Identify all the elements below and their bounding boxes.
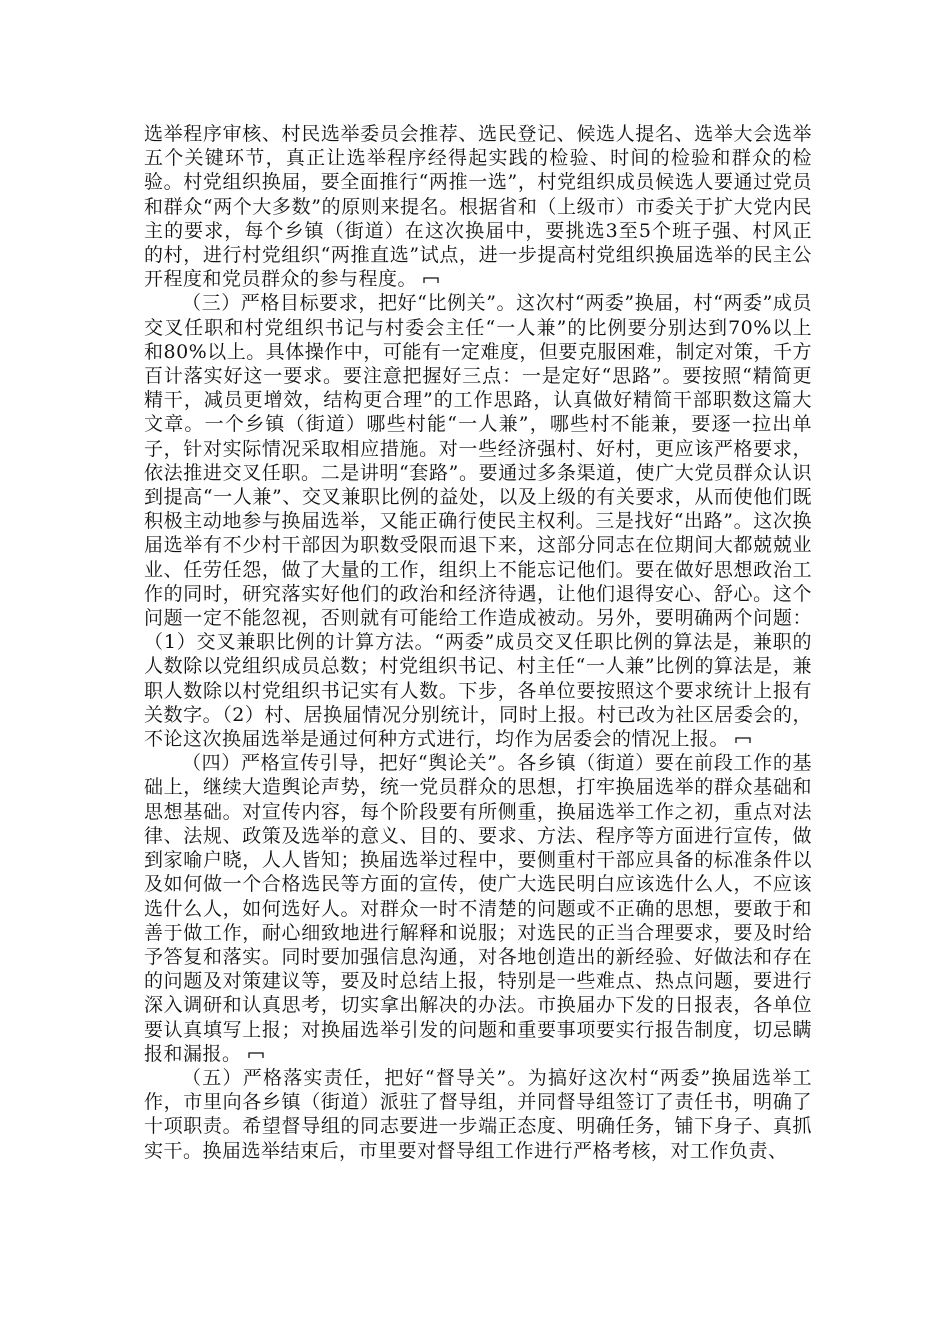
paragraph-2-text: （三）严格目标要求，把好“比例关”。这次村“两委”换届，村“两委”成员交叉任职和村党组织书记与村委会主任“一人兼”的比例要分别达到70%以上和80%以上。具体操作中，可能有一定难度，但要克服困难，制定对策，千方百计落实好这一要求。要注意把握好三点：一是定好“思路”。要按照“精简更精干，减员更增效，结构更合理”的工作思路，认真做好精简干部职数这篇大文章。一个乡镇（街道）哪些村能“一人兼”，哪些村不能兼，要逐一拉出单子，针对实际情况采取相应措施。对一些经济强村、好村，更应该严格要求，依法推进交叉任职。二是讲明“套路”。要通过多条渠道，使广大党员群众认识到提高“一人兼”、交叉兼职比例的益处，以及上级的有关要求，从而使他们既积极主动地参与换届选举，又能正确行使民主权利。三是找好“出路”。这次换届选举有不少村干部因为职数受限而退下来，这部分同志在位期间大都兢兢业业、任劳任怨，做了大量的工作，组织上不能忘记他们。要在做好思想政治工作的同时，研究落实好他们的政治和经济待遇，让他们退得安心、舒心。这个问题一定不能忽视，否则就有可能给工作造成被动。另外，要明确两个问题：（1）交叉兼职比例的计算方法。“两委”成员交叉任职比例的算法是，兼职的人数除以党组织成员总数；村党组织书记、村主任“一人兼”比例的算法是，兼职人数除以村党组织书记实有人数。下步，各单位要按照这个要求统计上报有关数字。（2）村、居换届情况分别统计，同时上报。村已改为社区居委会的，不论这次换届选举是通过何种方式进行，均作为居委会的情况上报。 (144, 292, 812, 751)
paragraph-end-mark-icon (423, 276, 439, 284)
paragraph-3-text: （四）严格宣传引导，把好“舆论关”。各乡镇（街道）要在前段工作的基础上，继续大造舆论声势，统一党员群众的思想，打牢换届选举的群众基础和思想基础。对宣传内容，每个阶段要有所侧重，换届选举工作之初，重点对法律、法规、政策及选举的意义、目的、要求、方法、程序等方面进行宣传，做到家喻户晓，人人皆知；换届选举过程中，要侧重村干部应具备的标准条件以及如何做一个合格选民等方面的宣传，使广大选民明白应该选什么人，不应该选什么人，如何选好人。对群众一时不清楚的问题或不正确的思想，要敢于和善于做工作，耐心细致地进行解释和说服；对选民的正当合理要求，要及时给予答复和落实。同时要加强信息沟通，对各地创造出的新经验、好做法和存在的问题及对策建议等，要及时总结上报，特别是一些难点、热点问题，要进行深入调研和认真思考，切实拿出解决的办法。市换届办下发的日报表，各单位要认真填写上报；对换届选举引发的问题和重要事项要实行报告制度，切忌瞒报和漏报。 (144, 752, 812, 1065)
paragraph-end-mark-icon (735, 736, 751, 744)
paragraph-1 (144, 122, 812, 291)
paragraph-3 (144, 751, 812, 1066)
paragraph-end-mark-icon (248, 1051, 264, 1059)
paragraph-4 (144, 1066, 812, 1163)
paragraph-2 (144, 291, 812, 751)
paragraph-1-text: 选举程序审核、村民选举委员会推荐、选民登记、候选人提名、选举大会选举五个关键环节，真正让选举程序经得起实践的检验、时间的检验和群众的检验。村党组织换届，要全面推行“两推一选”，村党组织成员候选人要通过党员和群众“两个大多数”的原则来提名。根据省和（上级市）市委关于扩大党内民主的要求，每个乡镇（街道）在这次换届中，要挑选3至5个班子强、村风正的村，进行村党组织“两推直选”试点，进一步提高村党组织换届选举的民主公开程度和党员群众的参与程度。 (144, 123, 812, 291)
paragraph-4-text: （五）严格落实责任，把好“督导关”。为搞好这次村“两委”换届选举工作，市里向各乡镇（街道）派驻了督导组，并同督导组签订了责任书，明确了十项职责。希望督导组的同志要进一步端正态度、明确任务，铺下身子、真抓实干。换届选举结束后，市里要对督导组工作进行严格考核，对工作负责、 (144, 1066, 812, 1162)
document-page (144, 122, 812, 1163)
